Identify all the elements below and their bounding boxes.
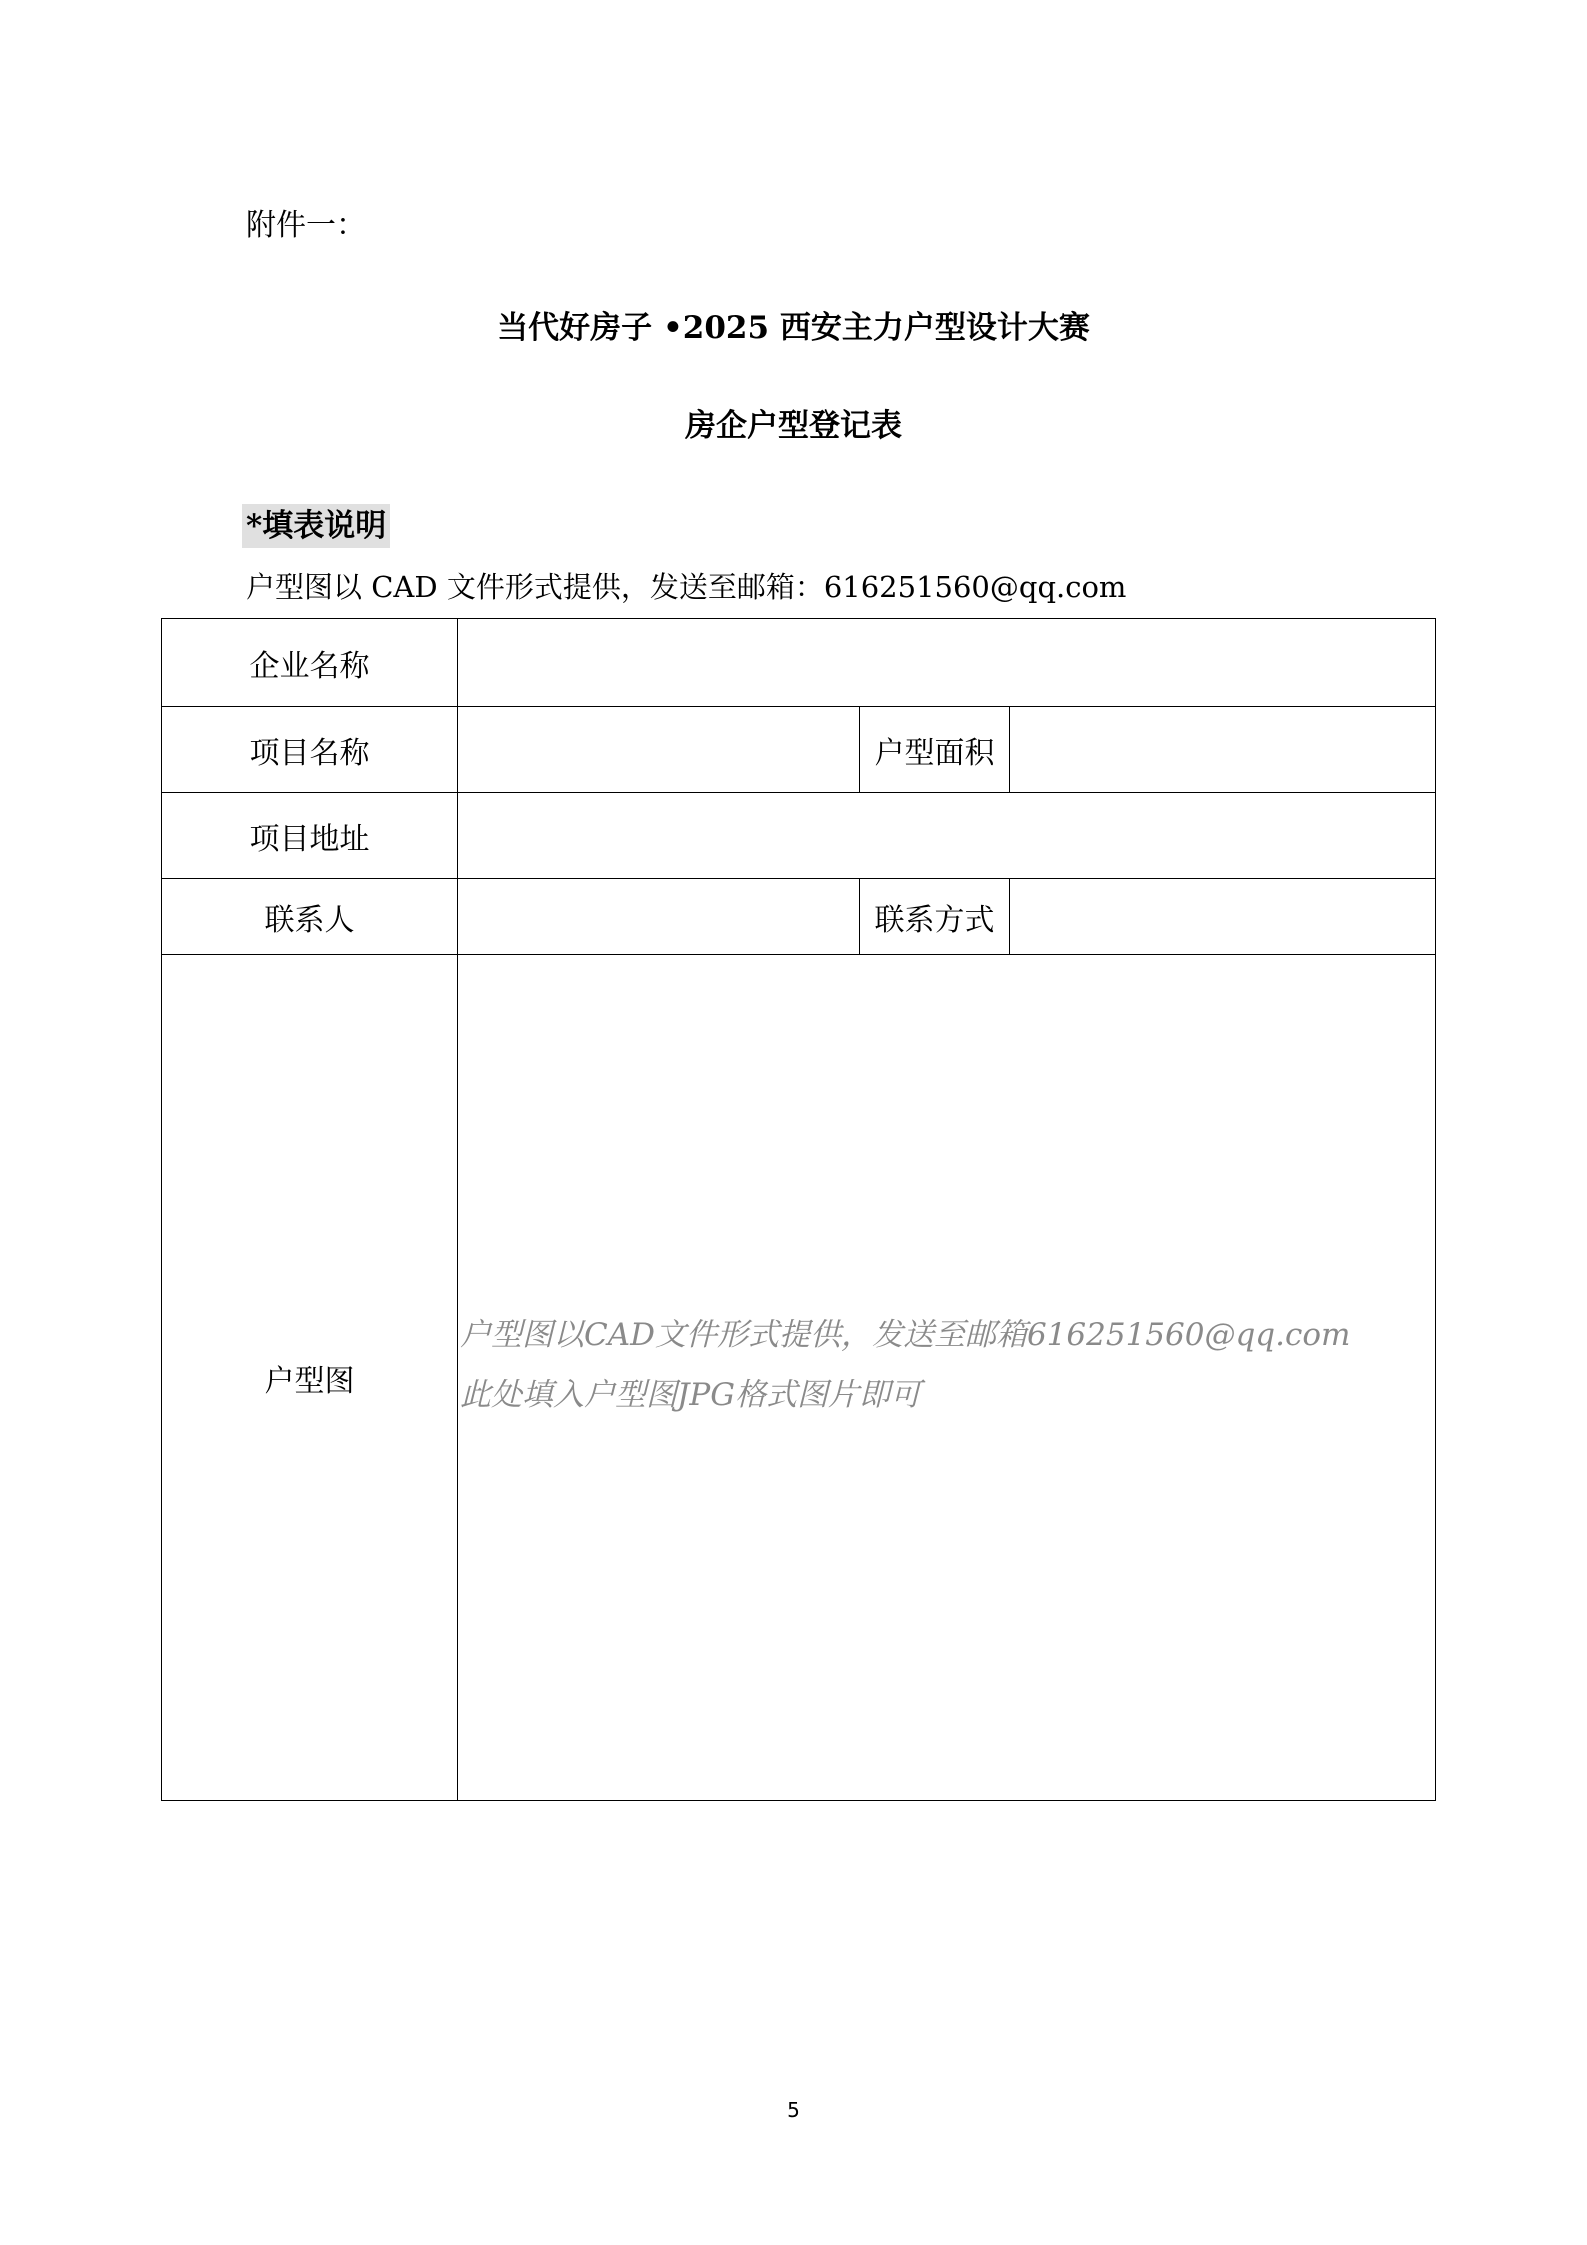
floor-plan-hint-line1: 户型图以CAD文件形式提供，发送至邮箱616251560@qq.com <box>460 1317 1351 1353</box>
floor-plan-field[interactable] <box>458 955 1436 1801</box>
project-name-label: 项目名称 <box>162 707 458 793</box>
floor-plan-row <box>162 955 1436 1801</box>
form-title: 房企户型登记表 <box>685 408 902 444</box>
contest-title: 当代好房子 •2025 西安主力户型设计大赛 <box>497 310 1090 346</box>
company-name-field[interactable] <box>458 619 1436 707</box>
contact-info-label: 联系方式 <box>860 879 1010 955</box>
company-name-label: 企业名称 <box>162 619 458 707</box>
project-address-label: 项目地址 <box>162 793 458 879</box>
contact-info-field[interactable] <box>1010 879 1436 955</box>
project-name-field[interactable] <box>458 707 860 793</box>
instructions-text: 户型图以 CAD 文件形式提供，发送至邮箱：616251560@qq.com <box>246 570 1127 604</box>
project-address-field[interactable] <box>458 793 1436 879</box>
attachment-label: 附件一： <box>246 208 366 243</box>
instructions-heading: *填表说明 <box>242 504 390 548</box>
contact-row <box>162 879 1436 955</box>
registration-form-table <box>161 618 1436 1801</box>
floor-plan-label: 户型图 <box>162 955 458 1801</box>
project-name-row <box>162 707 1436 793</box>
floor-plan-hint <box>460 1305 1350 1425</box>
contact-person-field[interactable] <box>458 879 860 955</box>
contact-person-label: 联系人 <box>162 879 458 955</box>
company-name-row <box>162 619 1436 707</box>
floor-plan-hint-line2: 此处填入户型图JPG格式图片即可 <box>460 1377 922 1413</box>
page-number: 5 <box>787 2098 800 2122</box>
unit-area-field[interactable] <box>1010 707 1436 793</box>
project-address-row <box>162 793 1436 879</box>
unit-area-label: 户型面积 <box>860 707 1010 793</box>
